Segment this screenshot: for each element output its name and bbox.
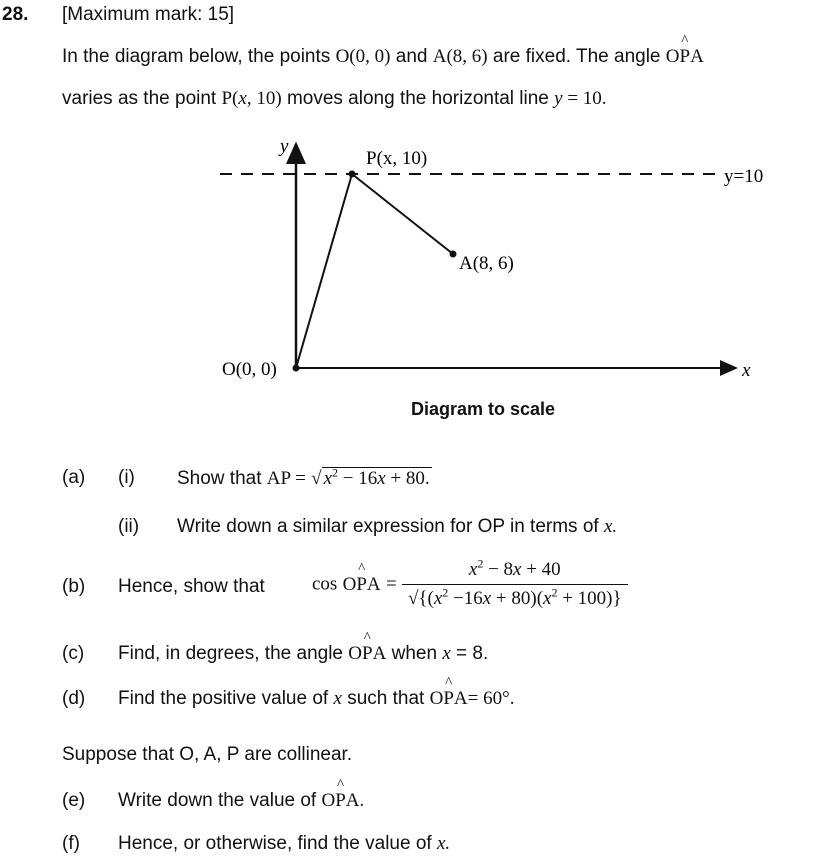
part-c-cond: x = 8.	[442, 643, 489, 664]
point-p	[349, 171, 356, 178]
angle-opa-b: OP ^A	[343, 574, 381, 595]
angle-opa: OP ^A	[666, 46, 704, 67]
intro-line2-text: varies as the point	[62, 88, 217, 109]
y-axis-label: y	[280, 136, 289, 157]
numerator: $x^2 - 8x + 40$	[402, 559, 628, 585]
ap-radicand: $x^2 - 16x + 80$.	[323, 465, 430, 489]
part-a-i-text: Show that	[177, 468, 262, 489]
part-e	[118, 790, 364, 812]
part-a-ii	[177, 516, 617, 538]
diagram	[0, 130, 822, 390]
part-b-formula	[312, 556, 628, 610]
intro-text: In the diagram below, the points	[62, 46, 331, 67]
a-label: A(8, 6)	[459, 253, 514, 274]
point-o-text: O(0, 0)	[335, 46, 391, 67]
max-mark: [Maximum mark: 15]	[62, 4, 235, 25]
part-d-var: x	[333, 688, 342, 709]
denominator: $√\{(x^2 -16x + 80)(x^2 + 100)\}$	[407, 585, 622, 609]
part-a-ii-text: Write down a similar expression for OP in terms of	[177, 516, 599, 537]
point-a	[450, 251, 457, 258]
o-label: O(0, 0)	[222, 359, 277, 380]
part-a-i	[177, 467, 432, 490]
part-d-label: (d)	[62, 688, 86, 709]
part-f-text: Hence, or otherwise, find the value of	[118, 833, 432, 854]
part-d-text: Find the positive value of	[118, 688, 329, 709]
ap-lhs: AP =	[266, 468, 306, 489]
and-text: and	[395, 46, 428, 67]
p-label: P(x, 10)	[366, 148, 428, 169]
part-a-ii-var: x.	[603, 516, 618, 537]
equals-sign: =	[385, 573, 397, 595]
part-a-i-label: (i)	[118, 467, 135, 488]
part-c-label: (c)	[62, 643, 85, 664]
angle-opa-c: OP ^A	[348, 643, 386, 664]
line-equation: y = 10.	[554, 88, 607, 109]
segment-pa	[352, 174, 453, 254]
segment-op	[296, 174, 352, 368]
question-number: 28.	[2, 4, 29, 25]
part-f-label: (f)	[62, 833, 80, 854]
intro-line-1	[62, 46, 704, 68]
part-c	[118, 643, 488, 665]
part-c-text: Find, in degrees, the angle	[118, 643, 343, 664]
part-a-label: (a)	[62, 467, 86, 488]
point-a-text: A(8, 6)	[432, 46, 488, 67]
x-axis-label: x	[742, 360, 751, 381]
part-e-label: (e)	[62, 790, 86, 811]
part-d-text2: such that	[347, 688, 425, 709]
part-b-label: (b)	[62, 576, 86, 597]
part-e-text: Write down the value of	[118, 790, 317, 811]
part-a-ii-label: (ii)	[118, 516, 140, 537]
point-p-text: P(x, 10)	[221, 88, 282, 109]
intro-text-2: are fixed. The angle	[492, 46, 661, 67]
part-f-var: x.	[436, 833, 451, 854]
part-e-end: .	[359, 790, 365, 811]
part-b-text: Hence, show that	[118, 576, 265, 597]
suppose-text: Suppose that O, A, P are collinear.	[62, 744, 353, 765]
point-o	[293, 365, 300, 372]
part-f	[118, 833, 450, 855]
fraction	[402, 556, 628, 610]
part-c-when: when	[391, 643, 438, 664]
radical-sign: √	[311, 468, 322, 489]
intro-line2-text-2: moves along the horizontal line	[286, 88, 549, 109]
part-d	[118, 688, 514, 710]
diagram-caption: Diagram to scale	[411, 399, 556, 419]
angle-opa-e: OP ^A	[321, 790, 359, 811]
cos-label: cos	[312, 573, 338, 595]
intro-line-2	[62, 88, 607, 110]
angle-opa-d: OP ^A	[430, 688, 468, 709]
part-d-cond: = 60°.	[467, 688, 515, 709]
line-label: y=10	[724, 166, 764, 187]
